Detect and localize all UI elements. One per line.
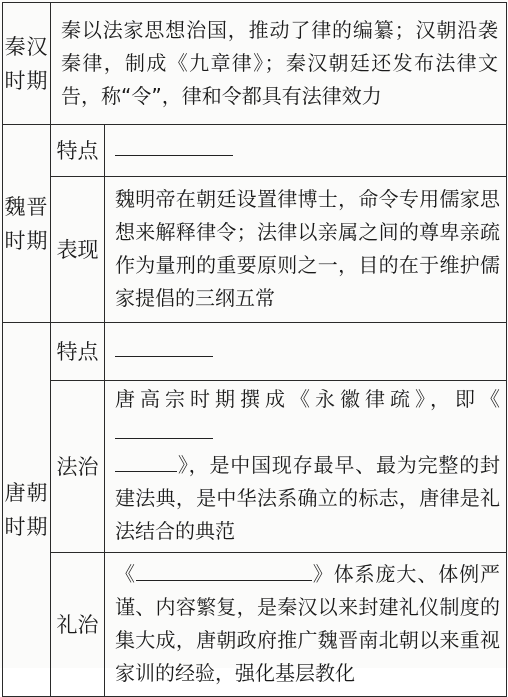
ritual-label: 礼治 [56,612,99,637]
content-tang-ritual [105,553,507,697]
period-cell-tang [3,323,51,697]
period-label: 时期 [4,514,49,539]
qinhan-text: 秦以法家思想治国，推动了律的编纂；汉朝沿袭秦律，制成《九章律》；秦汉朝廷还发布法律文告，称“令”，律和令都具有法律效力 [61,17,499,108]
fill-in-blank[interactable] [115,451,177,472]
feature-label: 特点 [56,138,99,163]
period-label: 时期 [4,68,49,93]
fill-in-blank[interactable] [115,418,213,439]
label-cell [51,381,105,553]
row-qinhan [3,3,507,125]
content-weijin-performance [105,177,507,323]
label-cell [51,553,105,697]
row-tang-feature [3,323,507,381]
tang-ritual-text: 》体系庞大、体例严谨、内容繁复，是秦汉以来封建礼仪制度的集大成，唐朝政府推广魏晋南北朝以来重视家训的经验，强化基层教化 [115,561,501,685]
fill-in-blank[interactable] [115,336,213,357]
performance-label: 表现 [56,237,99,262]
tang-feature-blank-cell[interactable] [105,323,507,381]
tang-ritual-text: 《 [115,561,136,586]
period-cell-qinhan [3,3,51,125]
period-label: 时期 [4,228,49,253]
content-qinhan [51,3,507,125]
row-weijin-feature [3,125,507,177]
tang-law-text: 》，是中国现存最早、最为完整的封建法典，是中华法系确立的标志，唐律是礼法结合的典范 [115,453,501,543]
law-label: 法治 [56,454,99,479]
label-cell [51,125,105,177]
label-cell [51,177,105,323]
tang-law-text: 唐高宗时期撰成《永徽律疏》，即《 [115,387,501,411]
feature-label: 特点 [56,339,99,364]
label-cell [51,323,105,381]
content-tang-law [105,381,507,553]
period-cell-weijin [3,125,51,323]
period-label: 唐朝 [4,480,49,505]
period-label: 魏晋 [4,194,49,219]
weijin-feature-blank-cell[interactable] [105,125,507,177]
fill-in-blank[interactable] [136,560,312,581]
row-weijin-performance [3,177,507,323]
row-tang-law [3,381,507,553]
fill-in-blank[interactable] [115,135,233,156]
row-tang-ritual [3,553,507,697]
legal-history-table [2,2,507,697]
period-label: 秦汉 [4,34,49,59]
weijin-text: 魏明帝在朝廷设置律博士，命令专用儒家思想来解释律令；法律以亲属之间的尊卑亲疏作为量刑的重要原则之一，目的在于维护儒家提倡的三纲五常 [115,186,501,310]
